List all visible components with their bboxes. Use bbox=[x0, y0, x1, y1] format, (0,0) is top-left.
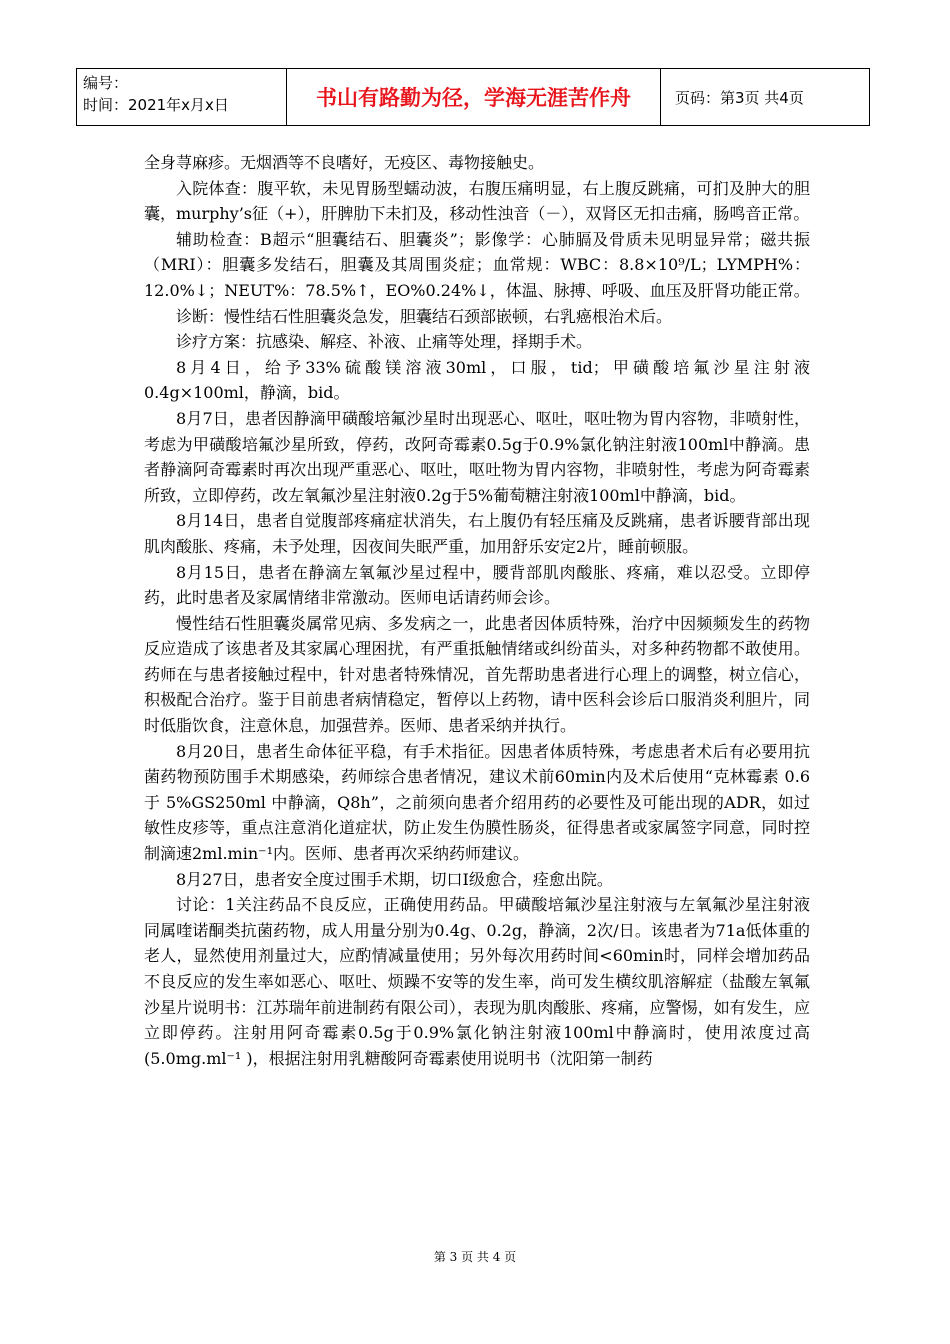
body-paragraph: 全身荨麻疹。无烟酒等不良嗜好，无疫区、毒物接触史。 bbox=[144, 153, 545, 172]
page-footer: 第 3 页 共 4 页 bbox=[433, 1250, 517, 1264]
page-header bbox=[76, 68, 870, 126]
document-number-label: 编号： bbox=[83, 74, 129, 92]
document-body bbox=[144, 150, 810, 1071]
header-meta bbox=[77, 69, 287, 125]
header-motto: 书山有路勤为径，学海无涯苦作舟 bbox=[287, 69, 661, 125]
document-time-label: 时间：2021年x月x日 bbox=[83, 96, 229, 114]
body-paragraph: 慢性结石性胆囊炎属常见病、多发病之一，此患者因体质特殊，治疗中因频频发生的药物反应造成了该患者及其家属心理困扰，有严重抵触情绪或纠纷苗头，对多种药物都不敢使用。药师在与患者接触过程中，针对患者特殊情况，首先帮助患者进行心理上的调整，树立信心，积极配合治疗。鉴于目前患者病情稳定，暂停以上药物，请中医科会诊后口服消炎利胆片，同时低脂饮食，注意休息，加强营养。医师、患者采纳并执行。 bbox=[144, 613, 810, 736]
body-paragraph: 入院体查：腹平软，未见胃肠型蠕动波，右腹压痛明显，右上腹反跳痛，可扪及肿大的胆囊，murphy’s征（+），肝脾肋下未扪及，移动性浊音（－），双肾区无扣击痛，肠鸣音正常。 bbox=[144, 178, 810, 224]
body-paragraph: 8月4日，给予33%硫酸镁溶液30ml，口服，tid；甲磺酸培氟沙星注射液0.4g×100ml，静滴，bid。 bbox=[144, 357, 810, 403]
body-paragraph: 诊疗方案：抗感染、解痉、补液、止痛等处理，择期手术。 bbox=[176, 332, 593, 352]
body-paragraph: 8月27日，患者安全度过围手术期，切口Ⅰ级愈合，痊愈出院。 bbox=[176, 869, 613, 889]
body-paragraph: 8月15日，患者在静滴左氧氟沙星过程中，腰背部肌肉酸胀、疼痛，难以忍受。立即停药，此时患者及家属情绪非常激动。医师电话请药师会诊。 bbox=[144, 562, 810, 608]
body-paragraph: 讨论：1关注药品不良反应，正确使用药品。甲磺酸培氟沙星注射液与左氧氟沙星注射液同属喹诺酮类抗菌药物，成人用量分别为0.4g、0.2g，静滴，2次/日。该患者为71a低体重的老人，显然使用剂量过大，应酌情减量使用；另外每次用药时间<60min时，同样会增加药品不良反应的发生率如恶心、呕吐、烦躁不安等的发生率，尚可发生横纹肌溶解症（盐酸左氧氟沙星片说明书：江苏瑞年前进制药有限公司），表现为肌肉酸胀、疼痛，应警惕，如有发生，应立即停药。注射用阿奇霉素0.5g于0.9%氯化钠注射液100ml中静滴时，使用浓度过高(5.0mg.ml⁻¹ )，根据注射用乳糖酸阿奇霉素使用说明书（沈阳第一制药 bbox=[144, 895, 810, 1068]
header-page-label: 页码：第3页 共4页 bbox=[675, 88, 804, 107]
body-paragraph: 诊断：慢性结石性胆囊炎急发，胆囊结石颈部嵌顿，右乳癌根治术后。 bbox=[176, 306, 673, 326]
body-paragraph: 8月14日，患者自觉腹部疼痛症状消失，右上腹仍有轻压痛及反跳痛，患者诉腰背部出现肌肉酸胀、疼痛，未予处理，因夜间失眠严重，加用舒乐安定2片，睡前顿服。 bbox=[144, 511, 810, 556]
body-paragraph: 辅助检查：B超示“胆囊结石、胆囊炎”；影像学：心肺膈及骨质未见明显异常；磁共振（MRI）：胆囊多发结石，胆囊及其周围炎症；血常规：WBC：8.8×10⁹/L；LYMPH%：12.0%↓；NEUT%：78.5%↑，EO%0.24%↓，体温、脉搏、呼吸、血压及肝肾功能正常。 bbox=[144, 229, 810, 300]
body-paragraph: 8月20日，患者生命体征平稳，有手术指征。因患者体质特殊，考虑患者术后有必要用抗菌药物预防围手术期感染，药师综合患者情况，建议术前60min内及术后使用“克林霉素 0.6 于 5%GS250ml 中静滴，Q8h”，之前须向患者介绍用药的必要性及可能出现的ADR，如过敏性皮疹等，重点注意消化道症状，防止发生伪膜性肠炎，征得患者或家属签字同意，同时控制滴速2ml.min⁻¹内。医师、患者再次采纳药师建议。 bbox=[144, 741, 810, 864]
body-paragraph: 8月7日，患者因静滴甲磺酸培氟沙星时出现恶心、呕吐，呕吐物为胃内容物，非喷射性，考虑为甲磺酸培氟沙星所致，停药，改阿奇霉素0.5g于0.9%氯化钠注射液100ml中静滴。患者静滴阿奇霉素时再次出现严重恶心、呕吐，呕吐物为胃内容物，非喷射性，考虑为阿奇霉素所致，立即停药，改左氧氟沙星注射液0.2g于5%葡萄糖注射液100ml中静滴，bid。 bbox=[144, 408, 810, 505]
